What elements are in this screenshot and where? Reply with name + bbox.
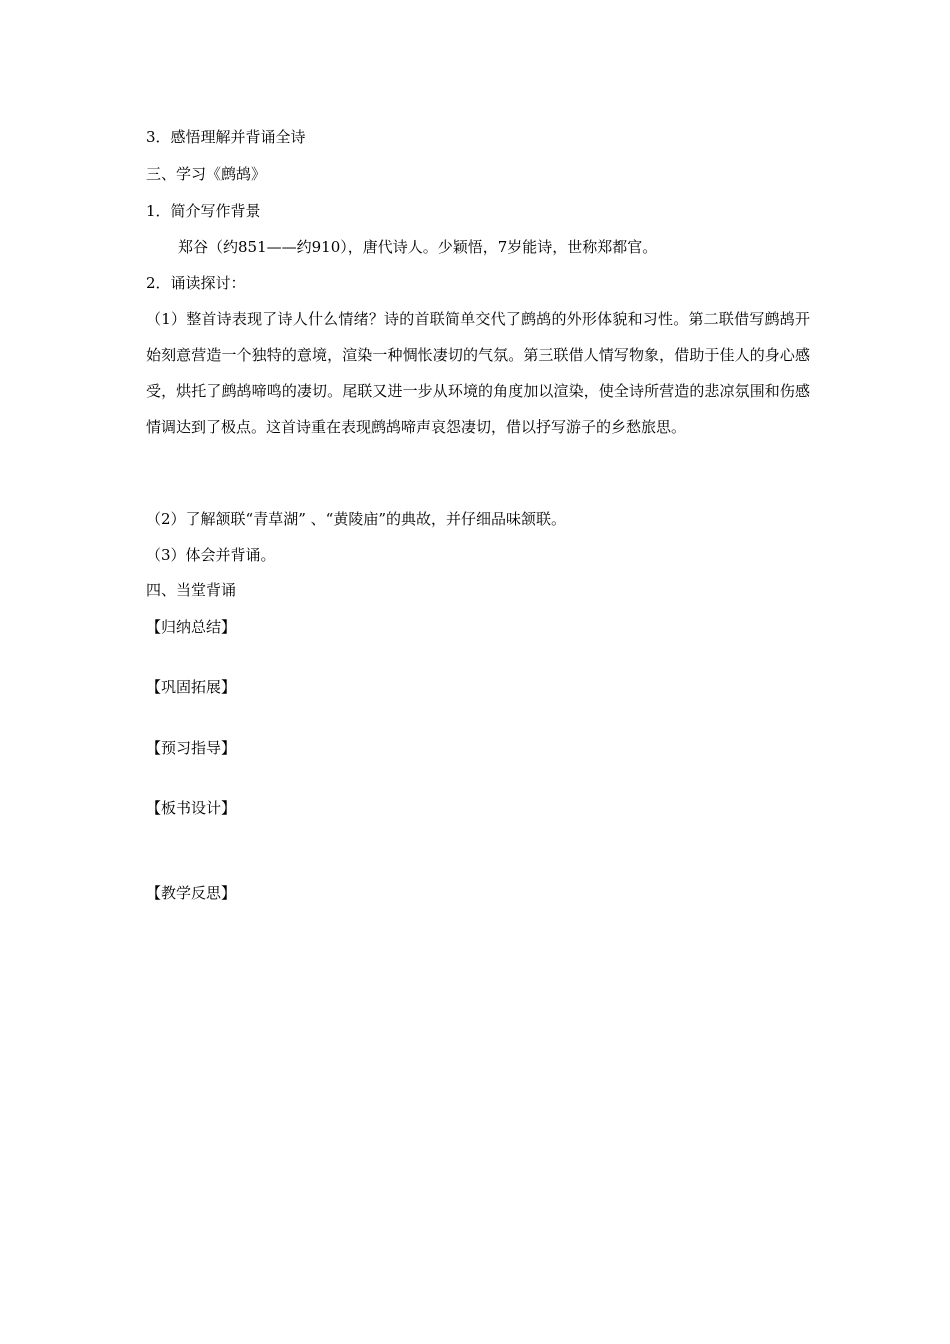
heading-preview: 【预习指导】 (146, 739, 237, 757)
section-3-heading: 三、学习《鹧鸪》 (146, 165, 267, 183)
question-1-paragraph: （1）整首诗表现了诗人什么情绪？诗的首联简单交代了鹧鸪的外形体貌和习性。第二联借写鹧鸪开始刻意营造一个独特的意境，渲染一种惆怅凄切的气氛。第三联借人情写物象，借助于佳人的身心感受，烘托了鹧鸪啼鸣的凄切。尾联又进一步从环境的角度加以渲染，使全诗所营造的悲凉氛围和伤感情调达到了极点。这首诗重在表现鹧鸪啼声哀怨凄切，借以抒写游子的乡愁旅思。 (146, 310, 810, 436)
question-3-line: （3）体会并背诵。 (146, 546, 276, 564)
heading-board-design: 【板书设计】 (146, 799, 237, 817)
heading-teaching-reflection: 【教学反思】 (146, 884, 237, 902)
heading-consolidate: 【巩固拓展】 (146, 678, 237, 696)
item-3-line: 3．感悟理解并背诵全诗 (146, 128, 306, 146)
subsection-2-heading: 2．诵读探讨： (146, 274, 246, 292)
section-4-heading: 四、当堂背诵 (146, 581, 237, 599)
question-2-line: （2）了解颔联“青草湖” 、“黄陵庙”的典故，并仔细品味颔联。 (146, 510, 566, 528)
background-text: 郑谷（约851——约910），唐代诗人。少颖悟，7岁能诗，世称郑都官。 (178, 238, 658, 256)
subsection-1-heading: 1．简介写作背景 (146, 202, 261, 220)
heading-summary: 【归纳总结】 (146, 618, 237, 636)
